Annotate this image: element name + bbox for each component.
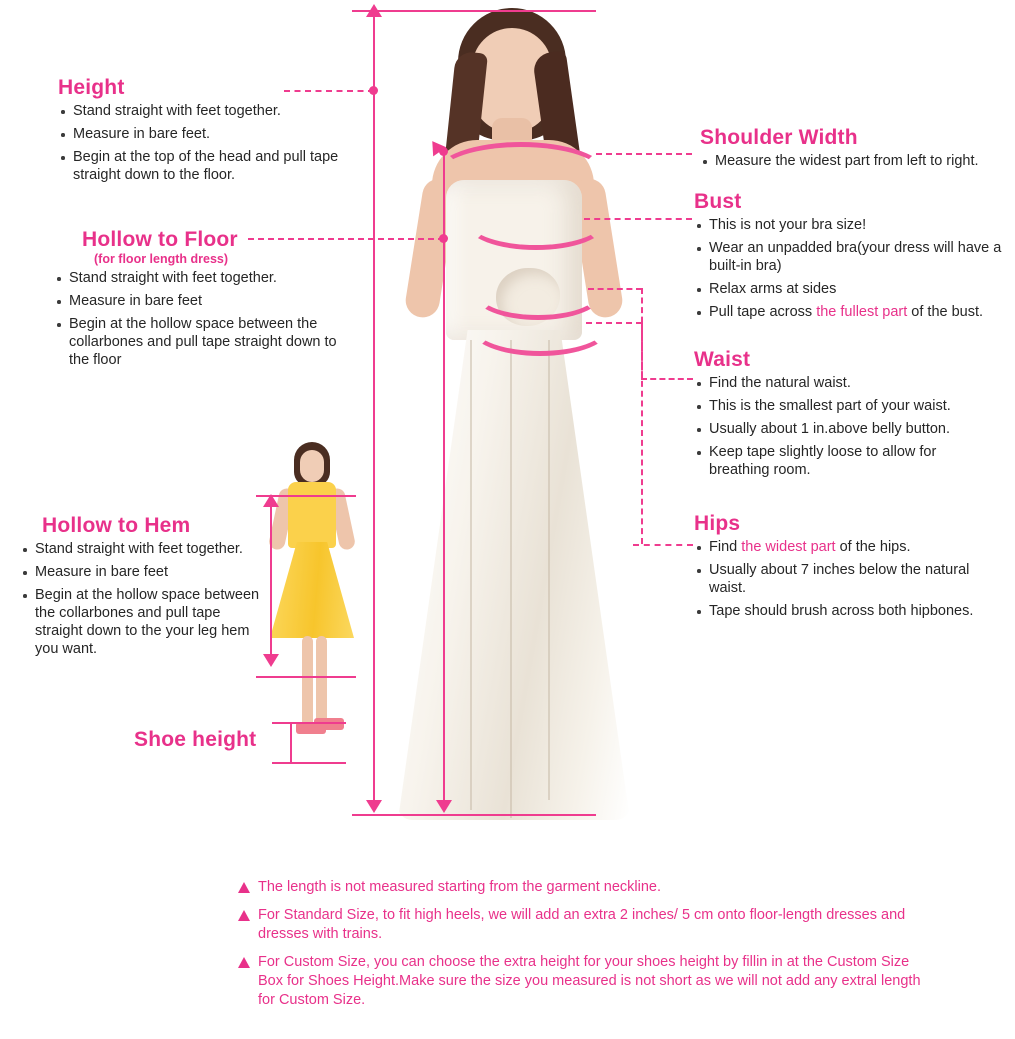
hips-label-connector [633, 544, 693, 546]
list-item: Measure in bare feet [54, 292, 346, 310]
short-dress-photo [258, 440, 368, 770]
list-item: Tape should brush across both hipbones. [694, 602, 1006, 620]
list-item: Measure the widest part from left to right. [700, 152, 1010, 170]
height-bullets [58, 102, 358, 184]
hollow-to-floor-heading: Hollow to Floor [82, 228, 238, 251]
bust-pull-post: of the bust. [907, 304, 984, 320]
hollow-to-floor-arrow [436, 800, 452, 813]
hem-vertical-line [270, 500, 272, 664]
hem-top-arrow [263, 494, 279, 507]
waist-heading: Waist [694, 348, 751, 371]
hips-find-highlight: the widest part [741, 539, 836, 555]
note-text: For Standard Size, to fit high heels, we will add an extra 2 inches/ 5 cm onto floor-length dresses and dresses with trains. [258, 907, 906, 942]
hips-connector-b [641, 322, 643, 544]
waist-connector-a [588, 288, 642, 290]
section-height [58, 76, 358, 189]
height-bottom-arrow [366, 800, 382, 813]
hips-find-post: of the hips. [835, 539, 911, 555]
leg [302, 636, 313, 728]
section-hollow-to-hem [20, 514, 270, 663]
bride-photo [380, 0, 650, 830]
list-item: Stand straight with feet together. [54, 269, 346, 287]
triangle-icon [238, 882, 250, 893]
list-item: Find the natural waist. [694, 374, 1000, 392]
shoulder-measure-curve [436, 142, 606, 204]
section-hips [694, 512, 1006, 625]
hollow-to-floor-bullets [54, 269, 346, 369]
hips-bullets [694, 538, 1006, 620]
shoe-height-heading: Shoe height [134, 728, 257, 751]
list-item: Relax arms at sides [694, 280, 1010, 298]
bust-label-connector [584, 218, 692, 220]
triangle-icon [238, 910, 250, 921]
floor-line [352, 814, 596, 816]
shoulder-width-bullets [700, 152, 1010, 170]
section-shoulder-width [700, 126, 1010, 175]
skirt-fold [510, 340, 512, 818]
dress-skirt [270, 542, 354, 638]
list-item: Begin at the hollow space between the collarbones and pull tape straight down to the floor [54, 315, 346, 369]
hem-bottom-line [256, 676, 356, 678]
list-item-highlighted [694, 538, 1006, 556]
note-item [236, 953, 936, 1010]
list-item: Measure in bare feet [20, 563, 270, 581]
bust-heading: Bust [694, 190, 742, 213]
note-item [236, 878, 936, 897]
hollow-to-hem-bullets [20, 540, 270, 658]
waist-bullets [694, 374, 1000, 479]
footer-notes [236, 878, 936, 1019]
list-item: Usually about 1 in.above belly button. [694, 420, 1000, 438]
hollow-to-floor-vertical-line [443, 150, 445, 806]
list-item: Begin at the hollow space between the collarbones and pull tape straight down to the your leg hem you want. [20, 586, 270, 658]
list-item: Stand straight with feet together. [58, 102, 358, 120]
hips-measure-curve [470, 300, 610, 356]
list-item: Wear an unpadded bra(your dress will have a built-in bra) [694, 239, 1010, 275]
section-bust [694, 190, 1010, 326]
skirt-fold [548, 340, 550, 800]
height-top-line [352, 10, 596, 12]
bust-pull-pre: Pull tape across [709, 304, 817, 320]
list-item: This is the smallest part of your waist. [694, 397, 1000, 415]
list-item: Stand straight with feet together. [20, 540, 270, 558]
waist-label-connector [641, 378, 693, 380]
bust-bullets [694, 216, 1010, 321]
hips-heading: Hips [694, 512, 741, 535]
shoe-height-bottom-line [272, 762, 346, 764]
leg [316, 636, 327, 724]
section-waist [694, 348, 1000, 484]
hips-connector-a [586, 322, 642, 324]
list-item: Keep tape slightly loose to allow for breathing room. [694, 443, 1000, 479]
height-heading: Height [58, 76, 125, 99]
triangle-icon [238, 957, 250, 968]
bust-measure-curve [466, 196, 606, 250]
dress-bodice [288, 482, 336, 548]
list-item: Usually about 7 inches below the natural waist. [694, 561, 1006, 597]
note-item [236, 906, 936, 944]
section-hollow-to-floor [46, 228, 346, 374]
hollow-to-hem-heading: Hollow to Hem [42, 514, 191, 537]
hollow-to-floor-subheading: (for floor length dress) [94, 252, 229, 266]
skirt-fold [470, 340, 472, 810]
hips-find-pre: Find [709, 539, 742, 555]
shoulder-label-connector [596, 153, 692, 155]
shoe [314, 718, 344, 730]
face [300, 450, 324, 482]
list-item-highlighted [694, 303, 1010, 321]
height-vertical-line [373, 16, 375, 806]
note-text: For Custom Size, you can choose the extra height for your shoes height by fillin in at the Custom Size Box for Shoes Height.Make sure the size you measured is not short as we will not add any extral length for Custom Size. [258, 954, 921, 1008]
list-item: This is not your bra size! [694, 216, 1010, 234]
shoulder-width-heading: Shoulder Width [700, 126, 858, 149]
section-shoe-height [134, 728, 256, 754]
list-item: Measure in bare feet. [58, 125, 358, 143]
bust-pull-highlight: the fullest part [816, 304, 908, 320]
shoe-height-vertical-line [290, 722, 292, 762]
list-item: Begin at the top of the head and pull tape straight down to the floor. [58, 148, 358, 184]
note-text: The length is not measured starting from the garment neckline. [258, 879, 661, 895]
shoe-height-top-line [272, 722, 346, 724]
